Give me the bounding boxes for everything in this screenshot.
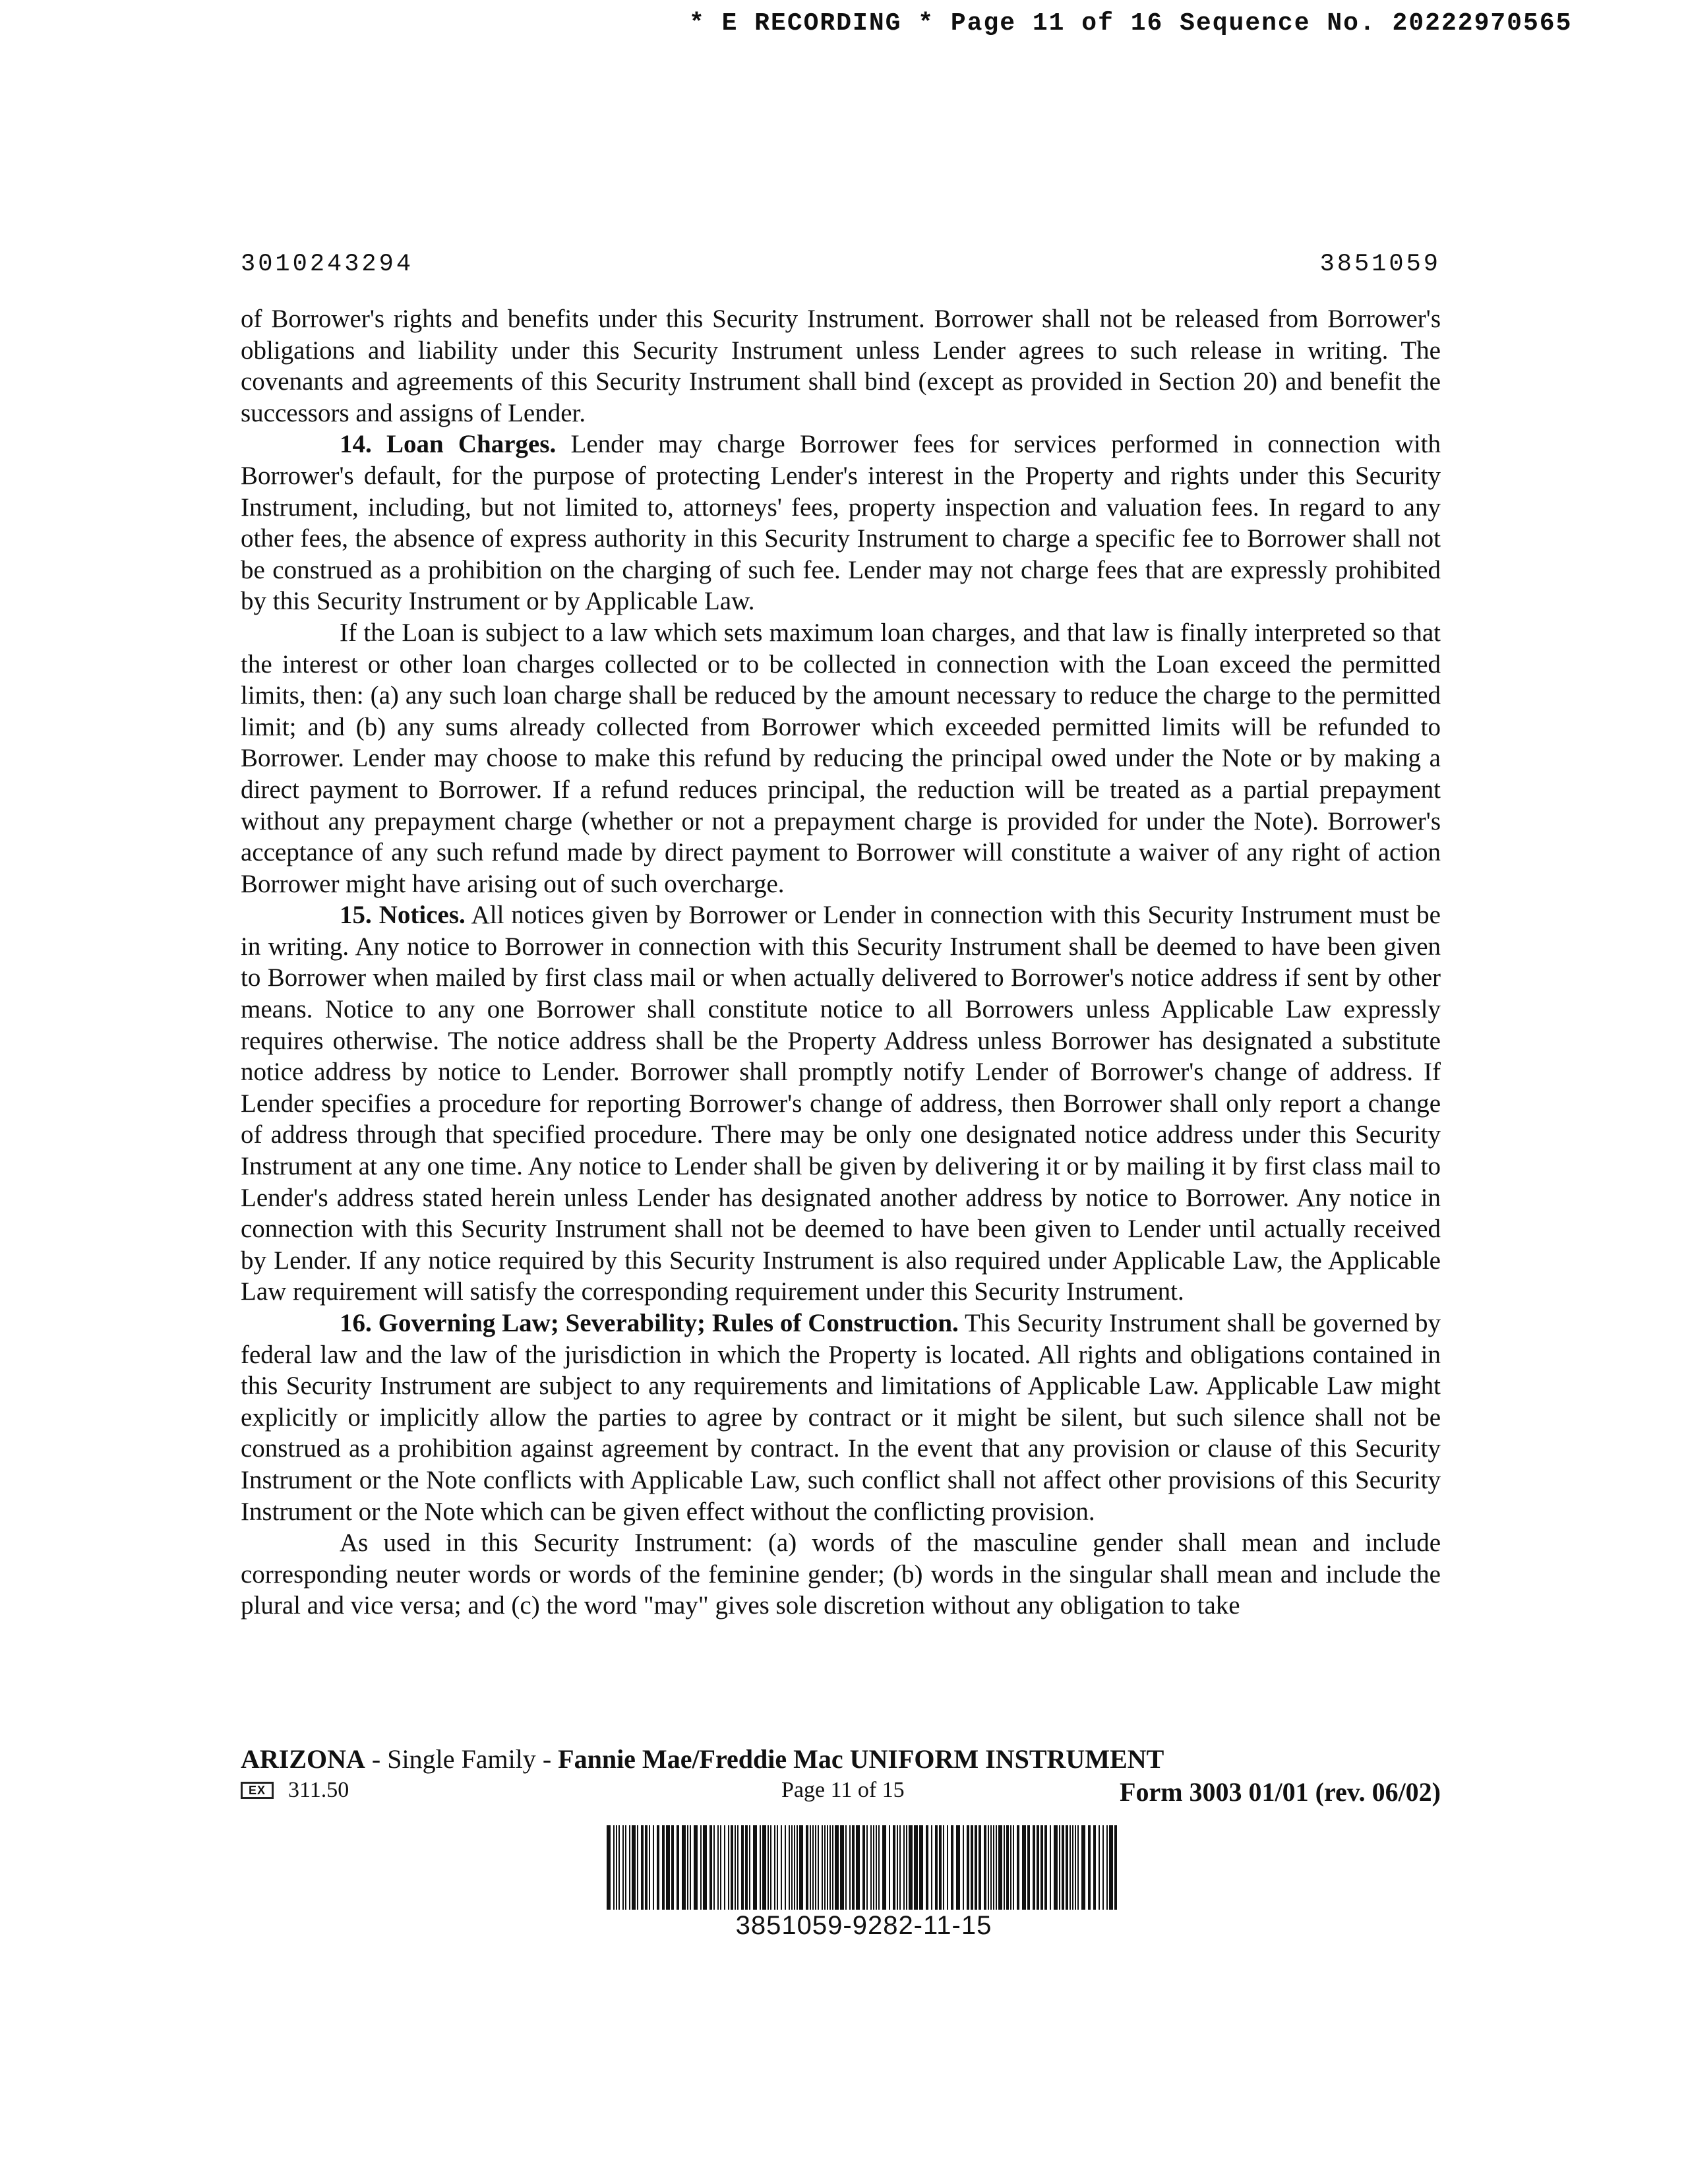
- section-15-text: All notices given by Borrower or Lender in connection with this Security Instrument must be in writing. Any notice to Borrower in connection with this Security Instrument shall be deemed to have been given to Borrower when mailed by first class mail or when actually delivered to Borrower's notice address if sent by other means. Notice to any one Borrower shall constitute notice to all Borrowers unless Applicable Law expressly requires otherwise. The notice address shall be the Property Address unless Borrower has designated a substitute notice address by notice to Lender. Borrower shall promptly notify Lender of Borrower's change of address. If Lender specifies a procedure for reporting Borrower's change of address, then Borrower shall only report a change of address through that specified procedure. There may be only one designated notice address under this Security Instrument at any one time. Any notice to Lender shall be given by delivering it or by mailing it by first class mail to Lender's address stated herein unless Lender has designated another address by notice to Borrower. Any notice in connection with this Security Instrument shall not be deemed to have been given to Lender until actually received by Lender. If any notice required by this Security Instrument is also required under Applicable Law, the Applicable Law requirement will satisfy the corresponding requirement under this Security Instrument.: [241, 901, 1441, 1306]
- section-14-paragraph: [241, 429, 1441, 617]
- page-indicator: Page 11 of 15: [781, 1778, 905, 1802]
- separator: -: [365, 1744, 388, 1774]
- document-body: [241, 303, 1441, 1622]
- form-code: 311.50: [288, 1778, 349, 1802]
- document-number: 3851059: [1319, 251, 1441, 278]
- form-title: [241, 1744, 1164, 1774]
- section-15-heading: 15. Notices.: [340, 901, 466, 930]
- loan-number: 3010243294: [241, 251, 414, 278]
- barcode-icon: [607, 1825, 1121, 1910]
- form-code-row: [241, 1776, 1441, 1809]
- section-14-paragraph-2: If the Loan is subject to a law which sets maximum loan charges, and that law is finally interpreted so that the interest or other loan charges collected or to be collected in connection with the Loan exceed the permitted limits, then: (a) any such loan charge shall be reduced by the amount necessary to reduce the charge to the permitted limit; and (b) any sums already collected from Borrower which exceeded permitted limits will be refunded to Borrower. Lender may choose to make this refund by reducing the principal owed under the Note or by making a direct payment to Borrower. If a refund reduces principal, the reduction will be treated as a partial prepayment without any prepayment charge (whether or not a prepayment charge is provided for under the Note). Borrower's acceptance of any such refund made by direct payment to Borrower will constitute a waiver of any right of action Borrower might have arising out of such overcharge.: [241, 618, 1441, 898]
- section-16-text: This Security Instrument shall be governed by federal law and the law of the jurisdiction in which the Property is located. All rights and obligations contained in this Security Instrument are subject to any requirements and limitations of Applicable Law. Applicable Law might explicitly or implicitly allow the parties to agree by contract or it might be silent, but such silence shall not be construed as a prohibition against agreement by contract. In the event that any provision or clause of this Security Instrument or the Note conflicts with Applicable Law, such conflict shall not affect other provisions of this Security Instrument or the Note which can be given effect without the conflicting provision.: [241, 1309, 1441, 1526]
- section-16-paragraph-2: As used in this Security Instrument: (a) words of the masculine gender shall mean and include corresponding neuter words or words of the feminine gender; (b) words in the singular shall mean and include the plural and vice versa; and (c) the word "may" gives sole discretion without any obligation to take: [241, 1529, 1441, 1620]
- section-14-heading: 14. Loan Charges.: [340, 430, 557, 459]
- section-16-paragraph: [241, 1308, 1441, 1527]
- form-state: ARIZONA: [241, 1744, 365, 1774]
- barcode-text: 3851059-9282-11-15: [735, 1911, 992, 1940]
- section-15-paragraph: [241, 899, 1441, 1308]
- form-family: Single Family: [387, 1744, 536, 1774]
- paragraph-continuation: of Borrower's rights and benefits under this Security Instrument. Borrower shall not be released from Borrower's obligations and liability under this Security Instrument unless Lender agrees to such release in writing. The covenants and agreements of this Security Instrument shall bind (except as provided in Section 20) and benefit the successors and assigns of Lender.: [241, 305, 1441, 427]
- form-logo-icon: EX: [241, 1782, 274, 1799]
- separator: -: [535, 1744, 558, 1774]
- recording-header: * E RECORDING * Page 11 of 16 Sequence No. 20222970565: [689, 9, 1573, 38]
- form-number: Form 3003 01/01 (rev. 06/02): [1120, 1777, 1441, 1807]
- form-instrument: Fannie Mae/Freddie Mac UNIFORM INSTRUMENT: [558, 1744, 1164, 1774]
- section-14-text: Lender may charge Borrower fees for services performed in connection with Borrower's default, for the purpose of protecting Lender's interest in the Property and rights under this Security Instrument, including, but not limited to, attorneys' fees, property inspection and valuation fees. In regard to any other fees, the absence of express authority in this Security Instrument to charge a specific fee to Borrower shall not be construed as a prohibition on the charging of such fee. Lender may not charge fees that are expressly prohibited by this Security Instrument or by Applicable Law.: [241, 430, 1441, 616]
- section-16-heading: 16. Governing Law; Severability; Rules of Construction.: [340, 1309, 959, 1337]
